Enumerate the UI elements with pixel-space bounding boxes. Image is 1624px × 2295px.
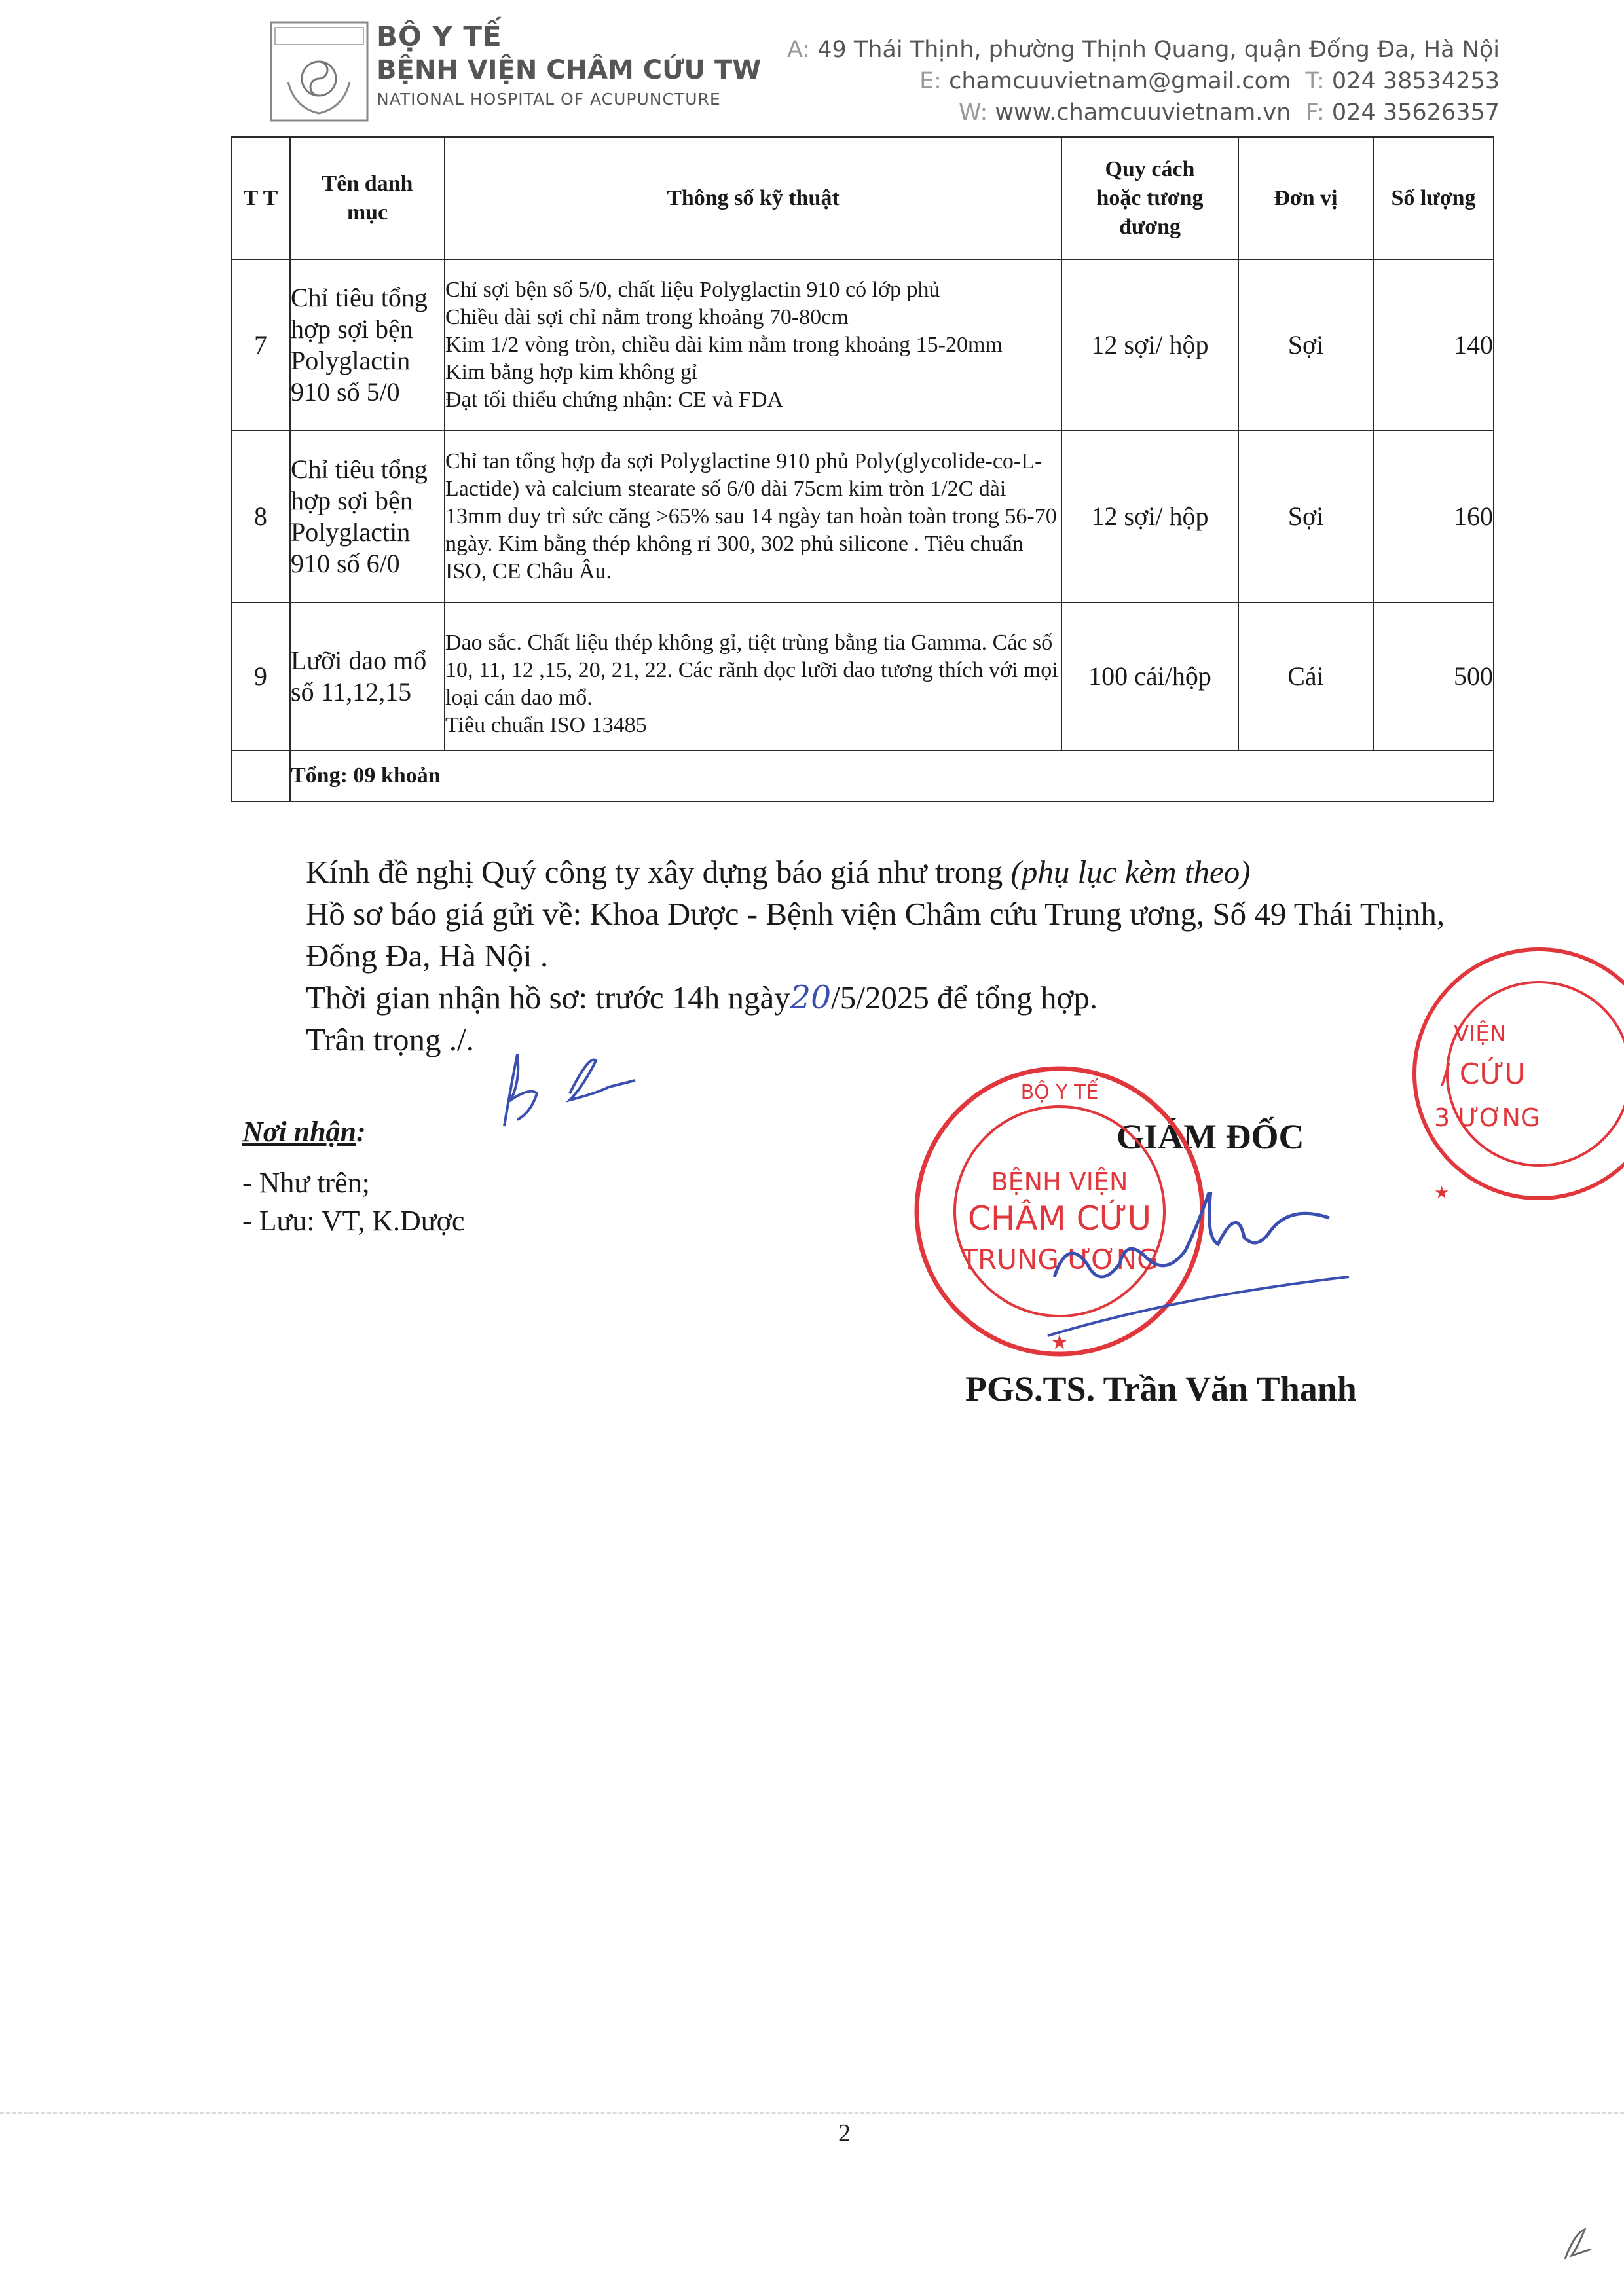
row-unit: Sợi <box>1238 259 1373 431</box>
header-tt: T T <box>231 137 290 259</box>
header-unit: Đơn vị <box>1238 137 1373 259</box>
svg-text:TRUNG ƯƠNG: TRUNG ƯƠNG <box>961 1243 1158 1276</box>
table-row <box>231 431 1494 602</box>
row-spec: Chỉ sợi bện số 5/0, chất liệu Polyglactin 910 có lớp phủ Chiều dài sợi chỉ nằm trong khoảng 70-80cm Kim 1/2 vòng tròn, chiều dài kim nằm trong khoảng 15-20mm Kim bằng hợp kim không gỉ Đạt tối thiểu chứng nhận: CE và FDA <box>445 259 1061 431</box>
footer-divider <box>0 2112 1624 2115</box>
svg-text:3 ƯƠNG: 3 ƯƠNG <box>1434 1103 1540 1132</box>
paragraph-request: Kính đề nghị Quý công ty xây dựng báo giá như trong (phụ lục kèm theo) <box>306 854 1251 890</box>
svg-text:BỘ Y TẾ: BỘ Y TẾ <box>1020 1081 1099 1104</box>
partial-seal <box>1408 936 1624 1211</box>
row-qty: 500 <box>1373 602 1494 750</box>
letter-body <box>231 851 1494 1061</box>
row-tt: 9 <box>231 602 290 750</box>
row-name: Lưỡi dao mổ số 11,12,15 <box>290 602 445 750</box>
row-unit: Sợi <box>1238 431 1373 602</box>
row-pack: 12 sợi/ hộp <box>1061 431 1238 602</box>
hospital-brand <box>377 20 761 113</box>
paragraph-deadline: Thời gian nhận hồ sơ: trước 14h ngày20/5/2025 để tổng hợp. <box>306 979 1098 1016</box>
svg-text:BỆNH VIỆN: BỆNH VIỆN <box>991 1167 1128 1196</box>
page-number: 2 <box>838 2120 851 2147</box>
svg-text:★: ★ <box>1050 1331 1069 1354</box>
svg-text:★: ★ <box>1434 1183 1450 1203</box>
initials-signature <box>491 1035 674 1143</box>
row-pack: 100 cái/hộp <box>1061 602 1238 750</box>
row-spec: Chỉ tan tổng hợp đa sợi Polyglactine 910 phủ Poly(glycolide-co-L-Lactide) và calcium stearate số 6/0 dài 75cm kim tròn 1/2C dài 13mm duy trì sức căng >65% sau 14 ngày tan hoàn toàn trong 56-70 ngày. Kim bằng thép không rỉ 300, 302 phủ silicone . Tiêu chuẩn ISO, CE Châu Âu. <box>445 431 1061 602</box>
row-pack: 12 sợi/ hộp <box>1061 259 1238 431</box>
row-qty: 140 <box>1373 259 1494 431</box>
row-spec: Dao sắc. Chất liệu thép không gỉ, tiệt trùng bằng tia Gamma. Các số 10, 11, 12 ,15, 20, 21, 22. Các rãnh dọc lưỡi dao tương thích với mọi loại cán dao mổ. Tiêu chuẩn ISO 13485 <box>445 602 1061 750</box>
email-phone-line: E: chamcuuvietnam@gmail.com T: 024 38534253 <box>919 68 1500 94</box>
header-pack: Quy cách hoặc tương đương <box>1061 137 1238 259</box>
svg-text:CHÂM CỨU: CHÂM CỨU <box>967 1200 1152 1238</box>
table-row <box>231 259 1494 431</box>
recipient-item: - Lưu: VT, K.Dược <box>242 1205 465 1237</box>
items-table <box>231 136 1494 802</box>
paragraph-regards: Trân trọng ./. <box>306 1021 474 1057</box>
paragraph-address: Hồ sơ báo giá gửi về: Khoa Dược - Bệnh viện Châm cứu Trung ương, Số 49 Thái Thịnh, Đống Đa, Hà Nội . <box>306 896 1445 974</box>
recipients-title: Nơi nhận: <box>242 1116 366 1148</box>
table-row <box>231 602 1494 750</box>
contact-block <box>787 34 1500 128</box>
table-total: Tổng: 09 khoản <box>290 750 1494 801</box>
header-spec: Thông số kỹ thuật <box>445 137 1061 259</box>
director-title: GIÁM ĐỐC <box>1116 1117 1304 1156</box>
hospital-logo <box>268 20 370 124</box>
table-header-row <box>231 137 1494 259</box>
address-line: A: 49 Thái Thịnh, phường Thịnh Quang, quận Đống Đa, Hà Nội <box>786 37 1500 63</box>
ministry-name: BỘ Y TẾ <box>377 20 502 52</box>
header-name: Tên danh mục <box>290 137 445 259</box>
hospital-name: BỆNH VIỆN CHÂM CỨU TW <box>377 55 762 85</box>
row-qty: 160 <box>1373 431 1494 602</box>
table-total-row <box>231 750 1494 801</box>
hospital-name-en: NATIONAL HOSPITAL OF ACUPUNCTURE <box>377 90 721 109</box>
recipient-item: - Như trên; <box>242 1167 370 1199</box>
director-name: PGS.TS. Trần Văn Thanh <box>965 1369 1357 1408</box>
row-tt: 7 <box>231 259 290 431</box>
recipients-block <box>242 1113 464 1240</box>
corner-initials <box>1559 2220 1598 2275</box>
svg-text:/ CỨU: / CỨU <box>1441 1057 1526 1091</box>
header-qty: Số lượng <box>1373 137 1494 259</box>
row-name: Chỉ tiêu tổng hợp sợi bện Polyglactin 910 số 6/0 <box>290 431 445 602</box>
director-signature <box>1035 1192 1375 1359</box>
row-name: Chỉ tiêu tổng hợp sợi bện Polyglactin 910 số 5/0 <box>290 259 445 431</box>
web-fax-line: W: www.chamcuuvietnam.vn F: 024 35626357 <box>958 100 1500 126</box>
row-unit: Cái <box>1238 602 1373 750</box>
row-tt: 8 <box>231 431 290 602</box>
svg-text:VIỆN: VIỆN <box>1454 1021 1507 1047</box>
